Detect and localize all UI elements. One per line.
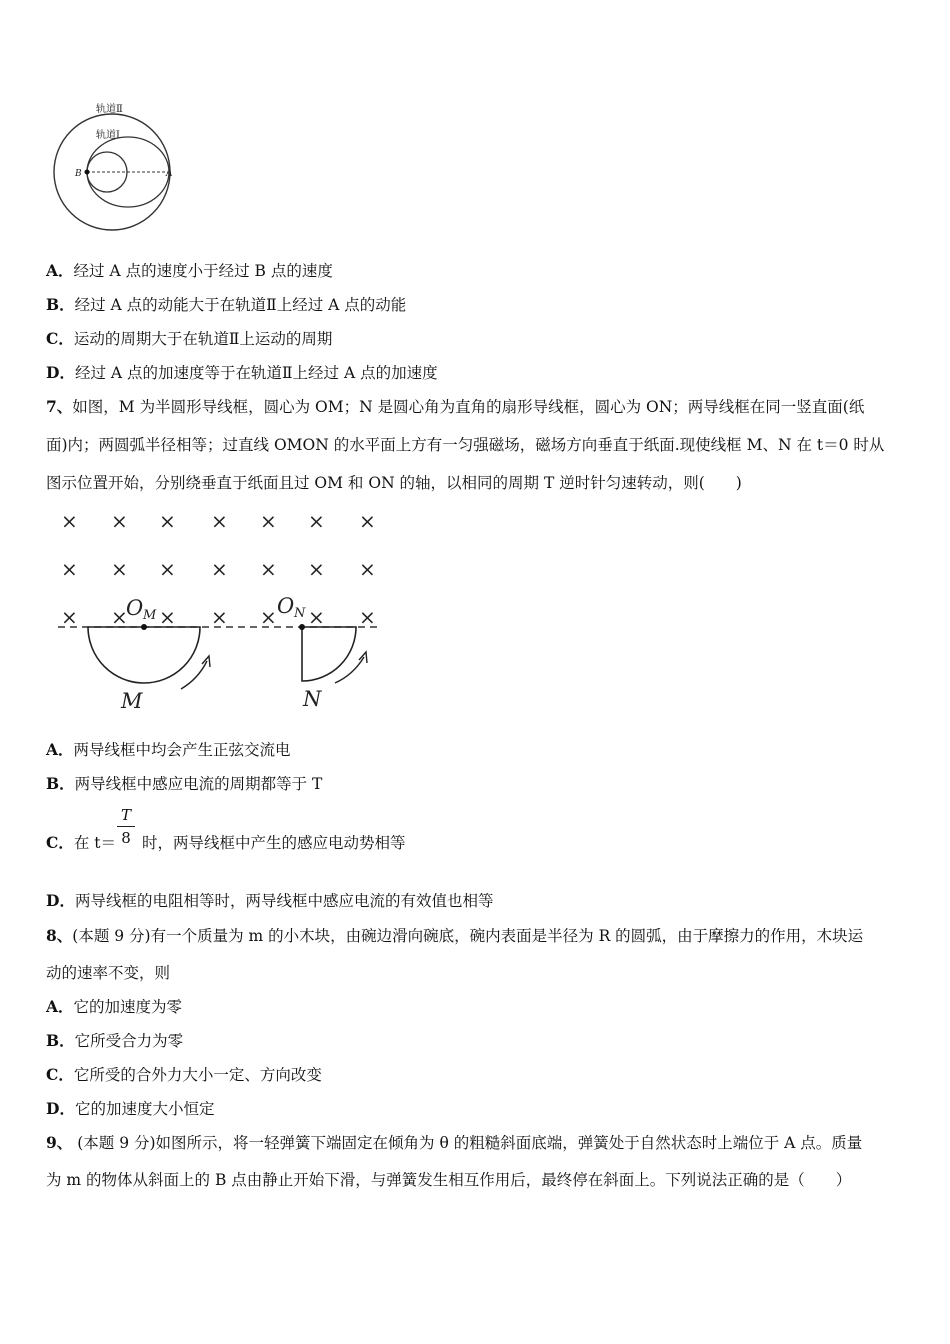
field-cross: ×: [359, 557, 376, 581]
center-om-dot: [141, 624, 147, 630]
q6-option-d: D．经过 A 点的加速度等于在轨道Ⅱ上经过 A 点的加速度: [46, 363, 438, 382]
orbit-1-label: 轨道Ⅰ: [96, 130, 120, 141]
magnetic-field-figure: [46, 505, 391, 720]
q7-stem-line-1: 7、如图，M 为半圆形导线框，圆心为 OM；N 是圆心角为直角的扇形导线框，圆心为 ON；两导线框在同一竖直面(纸: [46, 397, 865, 416]
field-cross: ×: [61, 605, 78, 629]
fraction-t-over-8: [117, 806, 135, 847]
q7-option-a: A．两导线框中均会产生正弦交流电: [46, 740, 291, 759]
field-cross: ×: [111, 605, 128, 629]
q6-option-b: B．经过 A 点的动能大于在轨道Ⅱ上经过 A 点的动能: [46, 295, 407, 314]
label-m: M: [121, 689, 143, 713]
q7-option-d: D．两导线框的电阻相等时，两导线框中感应电流的有效值也相等: [46, 891, 494, 910]
q8-option-d: D．它的加速度大小恒定: [46, 1099, 215, 1118]
fraction-numerator: T: [120, 806, 131, 824]
field-cross: ×: [61, 509, 78, 533]
q8-option-a: A．它的加速度为零: [46, 997, 183, 1016]
frame-n-quarter-sector: [302, 627, 356, 681]
field-cross: ×: [260, 509, 277, 533]
field-cross: ×: [111, 509, 128, 533]
label-om: O: [126, 596, 144, 620]
point-b-dot: [85, 170, 90, 175]
field-cross: ×: [308, 557, 325, 581]
field-cross: ×: [359, 509, 376, 533]
field-cross: ×: [260, 605, 277, 629]
point-a-label: A: [166, 169, 173, 179]
label-on-subscript: N: [294, 606, 306, 621]
q8-option-c: C．它所受的合外力大小一定、方向改变: [46, 1065, 322, 1084]
field-cross: ×: [159, 509, 176, 533]
field-cross: ×: [111, 557, 128, 581]
field-cross: ×: [308, 605, 325, 629]
point-b-label: B: [75, 169, 82, 179]
field-cross: ×: [260, 557, 277, 581]
label-n: N: [303, 687, 322, 711]
field-cross: ×: [211, 605, 228, 629]
q7-stem-line-3: 图示位置开始，分别绕垂直于纸面且过 OM 和 ON 的轴，以相同的周期 T 逆时针匀速转动，则( ): [46, 474, 742, 492]
field-cross: ×: [159, 605, 176, 629]
q7-option-c: C．在 t＝ 时，两导线框中产生的感应电动势相等: [46, 833, 406, 852]
field-cross: ×: [159, 557, 176, 581]
center-on-dot: [299, 624, 305, 630]
label-om-subscript: M: [143, 608, 157, 623]
q7-stem-line-2: 面)内；两圆弧半径相等；过直线 OMON 的水平面上方有一匀强磁场，磁场方向垂直于纸面.现使线框 M、N 在 t＝0 时从: [46, 436, 885, 454]
q7-option-b: B．两导线框中感应电流的周期都等于 T: [46, 774, 323, 793]
field-cross: ×: [211, 557, 228, 581]
orbit-2-label: 轨道Ⅱ: [96, 104, 123, 115]
field-cross: ×: [61, 557, 78, 581]
q6-option-a: A．经过 A 点的速度小于经过 B 点的速度: [46, 261, 333, 280]
field-crosses: [61, 509, 376, 629]
rotation-arrow-n: [335, 657, 364, 683]
q8-option-b: B．它所受合力为零: [46, 1031, 184, 1050]
q8-stem-line-2: 动的速率不变，则: [46, 964, 171, 982]
q9-stem-line-2: 为 m 的物体从斜面上的 B 点由静止开始下滑，与弹簧发生相互作用后，最终停在斜面上。下列说法正确的是（ ）: [46, 1171, 852, 1189]
field-cross: ×: [308, 509, 325, 533]
label-on: O: [277, 594, 295, 618]
fraction-bar: [117, 826, 135, 827]
orbit-figure: [44, 98, 184, 232]
field-cross: ×: [211, 509, 228, 533]
q6-option-c: C．运动的周期大于在轨道Ⅱ上运动的周期: [46, 329, 333, 348]
fraction-denominator: 8: [121, 829, 131, 847]
q8-stem-line-1: 8、(本题 9 分)有一个质量为 m 的小木块，由碗边滑向碗底，碗内表面是半径为 R 的圆弧，由于摩擦力的作用，木块运: [46, 926, 864, 945]
q9-stem-line-1: 9、 (本题 9 分)如图所示，将一轻弹簧下端固定在倾角为 θ 的粗糙斜面底端，弹簧处于自然状态时上端位于 A 点。质量: [46, 1133, 863, 1152]
field-cross: ×: [359, 605, 376, 629]
frame-m-semicircle: [88, 627, 200, 683]
